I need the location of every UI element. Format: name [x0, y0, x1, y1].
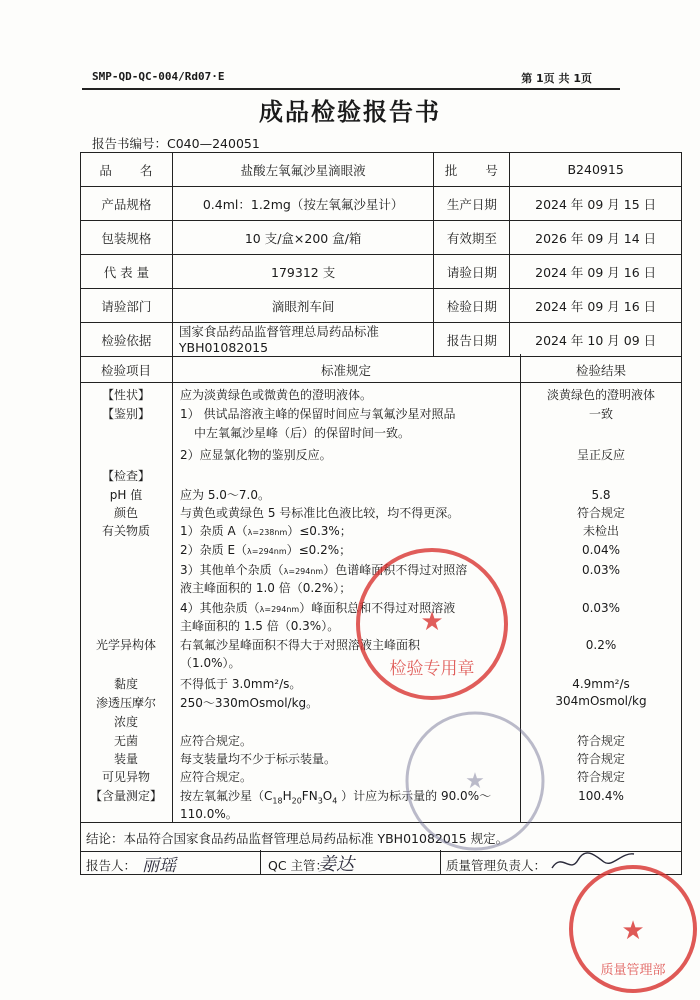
col-standard-header: 标准规定: [320, 363, 371, 378]
std-optical-1: 右氧氟沙星峰面积不得大于对照溶液主峰面积: [180, 638, 421, 652]
std-related-1: [180, 523, 352, 541]
quantity: 179312 支: [172, 255, 434, 289]
col-result-header: 检验结果: [575, 363, 626, 378]
res-optical: 0.2%: [585, 638, 617, 652]
item-visible-particles: 可见异物: [101, 770, 150, 784]
std-identification-1: 1） 供试品溶液主峰的保留时间应与氧氟沙星对照品: [180, 407, 456, 421]
std-related-4-lambda: λ=294nm: [259, 605, 300, 614]
res-viscosity: 4.9mm²/s: [572, 677, 630, 691]
std-related-1-lambda: λ=238nm: [247, 528, 288, 537]
exp-label: 有效期至: [434, 221, 510, 255]
res-ph: 5.8: [591, 488, 611, 502]
std-osmolality: 250～330mOsmol/kg。: [180, 696, 319, 710]
res-identification-2: 呈正反应: [576, 448, 625, 462]
res-osmolality: 304mOsmol/kg: [555, 694, 647, 708]
item-tests: 【检查】: [101, 469, 150, 483]
qa-label: 质量管理负责人：: [446, 858, 547, 873]
batch-label: 批 号: [434, 153, 510, 187]
item-related-substances: 有关物质: [101, 524, 150, 538]
seal-text: 质量管理部: [600, 963, 666, 978]
product-name: 盐酸左氧氟沙星滴眼液: [172, 153, 434, 187]
std-related-4c: 主峰面积的 1.5 倍（0.3%）。: [180, 619, 340, 633]
department: 滴眼剂车间: [172, 289, 434, 323]
results-header: [80, 354, 682, 383]
std-assay-b: ）计应为标示量的 90.0%～: [341, 789, 492, 803]
std-assay: 按左氧氟沙星（$C_{18}H_{20}FN_3O_4$ ）计应为标示量的 90.0%～: [180, 789, 492, 806]
res-sterility: 符合规定: [576, 734, 625, 748]
exp-date: 2026 年 09 月 14 日: [510, 221, 682, 255]
company-seal: [566, 862, 700, 996]
std-related-1-b: ）≤0.3%；: [287, 524, 352, 538]
item-character: 【性状】: [101, 388, 150, 402]
doc-code: SMP-QD-QC-004/Rd07·E: [92, 70, 225, 83]
std-related-2-b: ）≤0.2%；: [286, 543, 352, 557]
std-related-3-lambda: λ=294nm: [283, 567, 324, 576]
item-optical-isomer: 光学异构体: [95, 638, 156, 652]
item-sterility: 无菌: [113, 734, 138, 748]
reporter-label: 报告人：: [86, 858, 137, 873]
test-date-label: 检验日期: [434, 289, 510, 323]
pack-label: 包装规格: [81, 221, 173, 255]
std-related-4-a: 4）其他杂质（: [180, 601, 260, 615]
qc-stamp: [352, 544, 512, 704]
mfg-date: 2024 年 09 月 15 日: [510, 187, 682, 221]
res-color: 符合规定: [576, 506, 625, 520]
svg-text:★: ★: [465, 769, 485, 794]
std-identification-1b: 中左氧氟沙星峰（后）的保留时间一致。: [194, 426, 411, 440]
column-divider: [172, 354, 173, 822]
col-item-header: 检验项目: [100, 363, 151, 378]
qty-label: 代 表 量: [81, 255, 173, 289]
document-header: [82, 68, 620, 90]
item-fill: 装量: [113, 752, 138, 766]
item-osmolality-1: 渗透压摩尔: [95, 696, 156, 710]
product-spec: 0.4ml：1.2mg（按左氧氟沙星计）: [172, 187, 434, 221]
spec-label: 产品规格: [81, 187, 173, 221]
std-assay-c: 110.0%。: [180, 807, 238, 821]
res-related-4: 0.03%: [581, 601, 621, 615]
report-date-label: 报告日期: [434, 323, 510, 357]
item-identification: 【鉴别】: [101, 407, 150, 421]
sig-divider: [260, 850, 261, 875]
qc-signature: 姜达: [318, 854, 354, 875]
test-date: 2024 年 09 月 16 日: [510, 289, 682, 323]
item-color: 颜色: [113, 506, 138, 520]
std-visible-particles: 应符合规定。: [180, 770, 253, 784]
res-character: 淡黄绿色的澄明液体: [546, 388, 655, 402]
report-number: 报告书编号：C040—240051: [92, 136, 260, 151]
std-fill: 每支装量均不少于标示装量。: [180, 752, 337, 766]
res-related-1: 未检出: [582, 524, 619, 538]
res-related-3: 0.03%: [581, 563, 621, 577]
request-date: 2024 年 09 月 16 日: [510, 255, 682, 289]
name-label: 品 名: [81, 153, 173, 187]
res-assay: 100.4%: [578, 789, 624, 803]
req-date-label: 请验日期: [434, 255, 510, 289]
svg-text:★: ★: [420, 607, 444, 637]
std-identification-2: 2）应显氯化物的鉴别反应。: [180, 448, 332, 462]
res-identification-1: 一致: [588, 407, 613, 421]
std-related-3-b: ）色谱峰面积不得过对照溶: [323, 563, 468, 577]
std-color: 与黄色或黄绿色 5 号标准比色液比较，均不得更深。: [180, 506, 460, 520]
batch-number: B240915: [510, 153, 682, 187]
std-sterility: 应符合规定。: [180, 734, 253, 748]
item-osmolality-2: 浓度: [113, 715, 138, 729]
std-related-3c: 液主峰面积的 1.0 倍（0.2%）；: [180, 581, 352, 595]
std-related-2-a: 2）杂质 E（: [180, 543, 248, 557]
report-date: 2024 年 10 月 09 日: [510, 323, 682, 357]
res-fill: 符合规定: [576, 752, 625, 766]
std-related-4-b: ）峰面积总和不得过对照溶液: [299, 601, 456, 615]
std-optical-2: （1.0%）。: [180, 656, 241, 670]
std-viscosity: 不得低于 3.0mm²/s。: [180, 677, 302, 691]
dept-label: 请验部门: [81, 289, 173, 323]
item-assay: 【含量测定】: [89, 789, 162, 803]
mfg-label: 生产日期: [434, 187, 510, 221]
basis-line-2: YBH01082015: [178, 339, 269, 355]
pack-spec: 10 支/盒×200 盒/箱: [172, 221, 434, 255]
res-related-2: 0.04%: [581, 543, 621, 557]
std-related-1-a: 1）杂质 A（: [180, 524, 248, 538]
svg-text:★: ★: [621, 916, 645, 946]
item-ph: pH 值: [109, 488, 143, 502]
faint-stamp: [400, 706, 550, 856]
conclusion-text: 结论：本品符合国家食品药品监督管理总局药品标准 YBH01082015 规定。: [86, 831, 509, 846]
page-number: 第 1页 共 1页: [521, 72, 592, 85]
std-related-3-a: 3）其他单个杂质（: [180, 563, 284, 577]
page-title: 成品检验报告书: [259, 98, 441, 126]
std-related-2: [180, 542, 351, 560]
qc-label: QC 主管：: [268, 858, 329, 873]
std-character: 应为淡黄绿色或微黄色的澄明液体。: [180, 388, 373, 402]
item-viscosity: 黏度: [113, 677, 138, 691]
basis-line-1: 国家食品药品监督管理总局药品标准: [178, 323, 379, 339]
qc-stamp-text: 检验专用章: [389, 659, 475, 679]
std-assay-a: 按左氧氟沙星（C: [180, 789, 273, 803]
basis-label: 检验依据: [81, 323, 173, 357]
std-ph: 应为 5.0～7.0。: [180, 488, 270, 502]
reporter-signature: 丽瑶: [142, 856, 176, 876]
res-visible-particles: 符合规定: [576, 770, 625, 784]
std-related-2-lambda: λ=294nm: [247, 547, 287, 556]
